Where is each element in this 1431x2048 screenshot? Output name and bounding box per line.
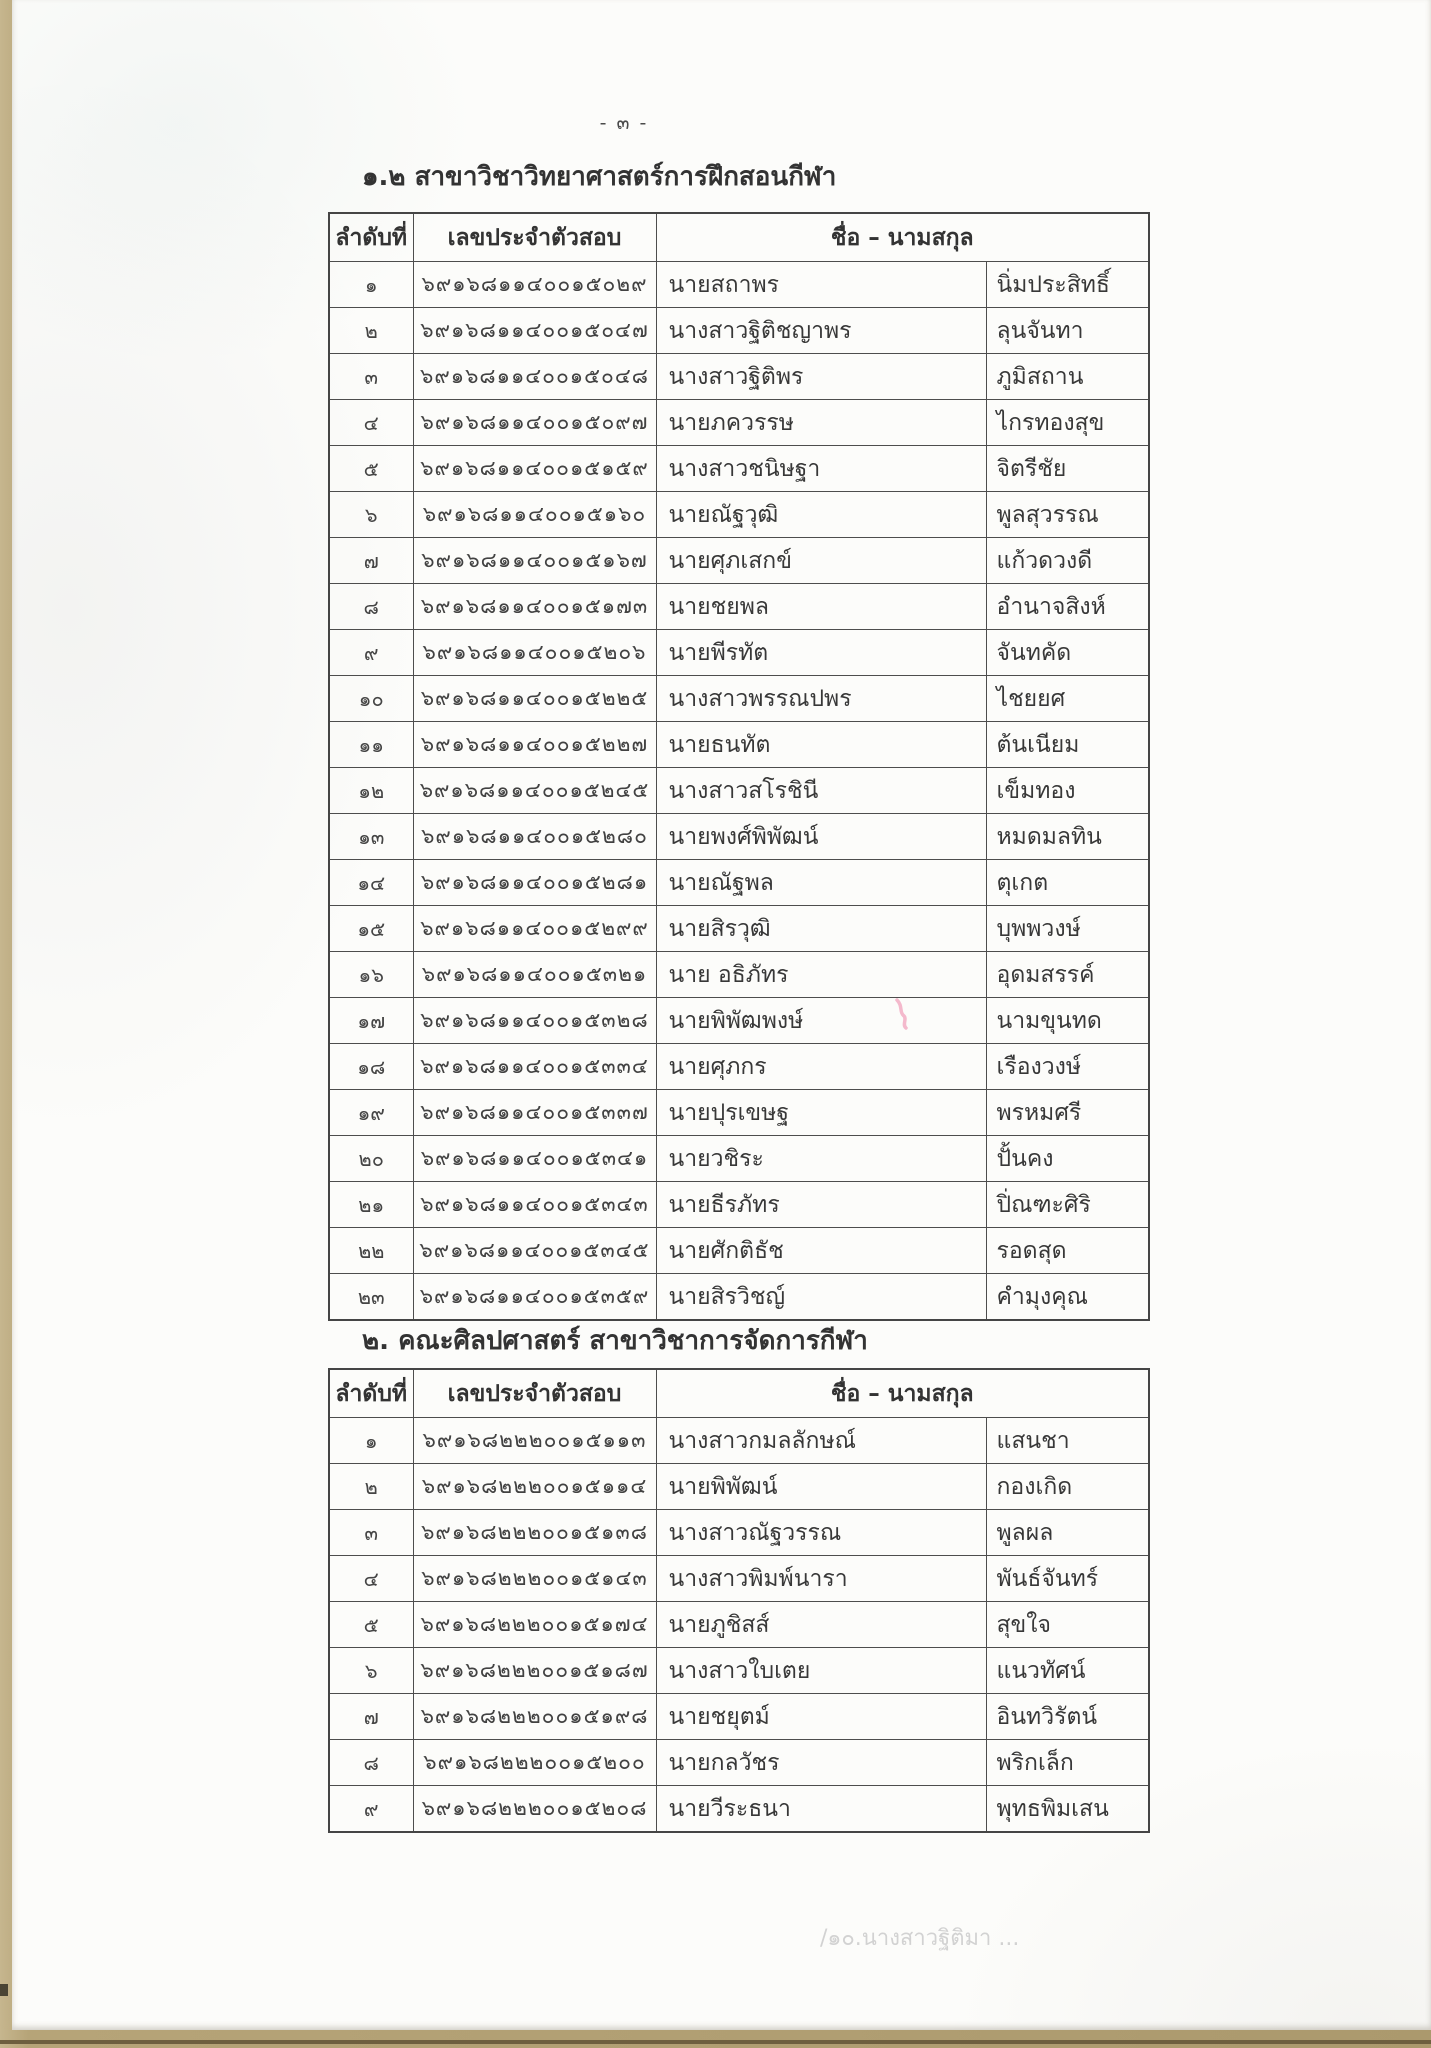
first-name-cell: นายสิรวิชญ์ xyxy=(656,1274,986,1321)
exam-id-cell: ๖๙๑๖๘๑๑๔๐๐๑๕๒๐๖ xyxy=(413,630,656,676)
table-row xyxy=(329,1136,1149,1182)
surname-cell: นามขุนทด xyxy=(986,998,1149,1044)
table-row xyxy=(329,1648,1149,1694)
exam-id-cell: ๖๙๑๖๘๑๑๔๐๐๑๕๒๙๙ xyxy=(413,906,656,952)
exam-id-cell: ๖๙๑๖๘๒๒๒๐๐๑๕๑๑๔ xyxy=(413,1464,656,1510)
table-row xyxy=(329,630,1149,676)
table-row xyxy=(329,1418,1149,1464)
first-name-cell: นางสาวกมลลักษณ์ xyxy=(656,1418,986,1464)
section-heading-sport-coaching-science: ๑.๒ สาขาวิชาวิทยาศาสตร์การฝึกสอนกีฬา xyxy=(362,162,837,192)
first-name-cell: นายศุภเสกข์ xyxy=(656,538,986,584)
surname-cell: สุขใจ xyxy=(986,1602,1149,1648)
exam-id-cell: ๖๙๑๖๘๑๑๔๐๐๑๕๒๒๗ xyxy=(413,722,656,768)
table-row xyxy=(329,492,1149,538)
exam-id-cell: ๖๙๑๖๘๑๑๔๐๐๑๕๓๓๔ xyxy=(413,1044,656,1090)
exam-id-cell: ๖๙๑๖๘๒๒๒๐๐๑๕๑๑๓ xyxy=(413,1418,656,1464)
order-number-cell: ๖ xyxy=(329,492,413,538)
table-row xyxy=(329,1602,1149,1648)
exam-id-cell: ๖๙๑๖๘๑๑๔๐๐๑๕๓๕๙ xyxy=(413,1274,656,1321)
first-name-cell: นายวชิระ xyxy=(656,1136,986,1182)
table-header-row xyxy=(329,213,1149,262)
surname-cell: ตุเกต xyxy=(986,860,1149,906)
table-row xyxy=(329,952,1149,998)
first-name-cell: นายพิพัฒน์ xyxy=(656,1464,986,1510)
first-name-cell: นางสาวพรรณปพร xyxy=(656,676,986,722)
table-row xyxy=(329,1786,1149,1833)
order-number-cell: ๒๐ xyxy=(329,1136,413,1182)
column-header-exam-id: เลขประจำตัวสอบ xyxy=(413,1369,656,1418)
candidate-table-sport-coaching-science xyxy=(328,212,1150,1321)
first-name-cell: นายพีรทัต xyxy=(656,630,986,676)
surname-cell: ภูมิสถาน xyxy=(986,354,1149,400)
first-name-cell: นาย อธิภัทร xyxy=(656,952,986,998)
order-number-cell: ๑๖ xyxy=(329,952,413,998)
table-row xyxy=(329,354,1149,400)
table-row xyxy=(329,1740,1149,1786)
exam-id-cell: ๖๙๑๖๘๒๒๒๐๐๑๕๑๘๗ xyxy=(413,1648,656,1694)
surname-cell: แนวทัศน์ xyxy=(986,1648,1149,1694)
order-number-cell: ๓ xyxy=(329,354,413,400)
exam-id-cell: ๖๙๑๖๘๒๒๒๐๐๑๕๑๔๓ xyxy=(413,1556,656,1602)
table-row xyxy=(329,1694,1149,1740)
first-name-cell: นายศุภกร xyxy=(656,1044,986,1090)
order-number-cell: ๔ xyxy=(329,400,413,446)
order-number-cell: ๓ xyxy=(329,1510,413,1556)
first-name-cell: นายชยุตม์ xyxy=(656,1694,986,1740)
surname-cell: เข็มทอง xyxy=(986,768,1149,814)
table-row xyxy=(329,906,1149,952)
order-number-cell: ๗ xyxy=(329,1694,413,1740)
surname-cell: พูลสุวรรณ xyxy=(986,492,1149,538)
exam-id-cell: ๖๙๑๖๘๑๑๔๐๐๑๕๐๒๙ xyxy=(413,262,656,308)
first-name-cell: นางสาวใบเตย xyxy=(656,1648,986,1694)
table-row xyxy=(329,1464,1149,1510)
first-name-cell: นายณัฐพล xyxy=(656,860,986,906)
exam-id-cell: ๖๙๑๖๘๑๑๔๐๐๑๕๑๕๙ xyxy=(413,446,656,492)
order-number-cell: ๑๐ xyxy=(329,676,413,722)
exam-id-cell: ๖๙๑๖๘๒๒๒๐๐๑๕๒๐๐ xyxy=(413,1740,656,1786)
exam-id-cell: ๖๙๑๖๘๑๑๔๐๐๑๕๓๔๑ xyxy=(413,1136,656,1182)
table-row xyxy=(329,262,1149,308)
order-number-cell: ๔ xyxy=(329,1556,413,1602)
surname-cell: ลุนจันทา xyxy=(986,308,1149,354)
surname-cell: พันธ์จันทร์ xyxy=(986,1556,1149,1602)
surname-cell: แสนชา xyxy=(986,1418,1149,1464)
first-name-cell: นายวีระธนา xyxy=(656,1786,986,1833)
order-number-cell: ๑๕ xyxy=(329,906,413,952)
surname-cell: เรืองวงษ์ xyxy=(986,1044,1149,1090)
order-number-cell: ๖ xyxy=(329,1648,413,1694)
table-row xyxy=(329,1044,1149,1090)
surname-cell: พุทธพิมเสน xyxy=(986,1786,1149,1833)
exam-id-cell: ๖๙๑๖๘๒๒๒๐๐๑๕๑๗๔ xyxy=(413,1602,656,1648)
surname-cell: พริกเล็ก xyxy=(986,1740,1149,1786)
table-header-row xyxy=(329,1369,1149,1418)
first-name-cell: นายภูชิสส์ xyxy=(656,1602,986,1648)
surname-cell: ไกรทองสุข xyxy=(986,400,1149,446)
table-row xyxy=(329,814,1149,860)
table-row xyxy=(329,400,1149,446)
order-number-cell: ๒ xyxy=(329,308,413,354)
exam-id-cell: ๖๙๑๖๘๒๒๒๐๐๑๕๑๙๘ xyxy=(413,1694,656,1740)
surname-cell: ปิ่ณฑะศิริ xyxy=(986,1182,1149,1228)
first-name-cell: นายสถาพร xyxy=(656,262,986,308)
table-row xyxy=(329,584,1149,630)
exam-id-cell: ๖๙๑๖๘๒๒๒๐๐๑๕๒๐๘ xyxy=(413,1786,656,1833)
exam-id-cell: ๖๙๑๖๘๑๑๔๐๐๑๕๒๘๑ xyxy=(413,860,656,906)
exam-id-cell: ๖๙๑๖๘๑๑๔๐๐๑๕๑๗๓ xyxy=(413,584,656,630)
surname-cell: แก้วดวงดี xyxy=(986,538,1149,584)
first-name-cell: นางสาวพิมพ์นารา xyxy=(656,1556,986,1602)
surname-cell: รอดสุด xyxy=(986,1228,1149,1274)
table-row xyxy=(329,446,1149,492)
exam-id-cell: ๖๙๑๖๘๑๑๔๐๐๑๕๐๔๗ xyxy=(413,308,656,354)
continuation-footer-note: /๑๐.นางสาวฐิติมา ... xyxy=(820,1926,1020,1951)
column-header-name-surname: ชื่อ – นามสกุล xyxy=(656,213,1149,262)
exam-id-cell: ๖๙๑๖๘๑๑๔๐๐๑๕๓๔๕ xyxy=(413,1228,656,1274)
first-name-cell: นายปุรเขษฐ xyxy=(656,1090,986,1136)
surname-cell: ต้นเนียม xyxy=(986,722,1149,768)
first-name-cell: นางสาวฐิติชญาพร xyxy=(656,308,986,354)
surname-cell: คำมุงคุณ xyxy=(986,1274,1149,1321)
surname-cell: หมดมลทิน xyxy=(986,814,1149,860)
section-heading-sport-management: ๒. คณะศิลปศาสตร์ สาขาวิชาการจัดการกีฬา xyxy=(362,1326,868,1356)
order-number-cell: ๑๑ xyxy=(329,722,413,768)
first-name-cell: นายภควรรษ xyxy=(656,400,986,446)
surname-cell: บุพพวงษ์ xyxy=(986,906,1149,952)
order-number-cell: ๘ xyxy=(329,1740,413,1786)
table-row xyxy=(329,1182,1149,1228)
order-number-cell: ๒๑ xyxy=(329,1182,413,1228)
first-name-cell: นางสาวชนิษฐา xyxy=(656,446,986,492)
order-number-cell: ๑๗ xyxy=(329,998,413,1044)
order-number-cell: ๒ xyxy=(329,1464,413,1510)
table-body xyxy=(329,262,1149,1321)
table-row xyxy=(329,676,1149,722)
exam-id-cell: ๖๙๑๖๘๑๑๔๐๐๑๕๒๒๕ xyxy=(413,676,656,722)
column-header-name-surname: ชื่อ – นามสกุล xyxy=(656,1369,1149,1418)
exam-id-cell: ๖๙๑๖๘๑๑๔๐๐๑๕๐๙๗ xyxy=(413,400,656,446)
surname-cell: อุดมสรรค์ xyxy=(986,952,1149,998)
exam-id-cell: ๖๙๑๖๘๑๑๔๐๐๑๕๑๖๐ xyxy=(413,492,656,538)
pink-pen-mark xyxy=(893,998,911,1030)
first-name-cell: นายกลวัชร xyxy=(656,1740,986,1786)
column-header-order: ลำดับที่ xyxy=(329,213,413,262)
surname-cell: ไชยยศ xyxy=(986,676,1149,722)
surname-cell: กองเกิด xyxy=(986,1464,1149,1510)
order-number-cell: ๕ xyxy=(329,1602,413,1648)
exam-id-cell: ๖๙๑๖๘๑๑๔๐๐๑๕๓๓๗ xyxy=(413,1090,656,1136)
exam-id-cell: ๖๙๑๖๘๑๑๔๐๐๑๕๓๒๘ xyxy=(413,998,656,1044)
surname-cell: พูลผล xyxy=(986,1510,1149,1556)
table-row xyxy=(329,1556,1149,1602)
first-name-cell: นางสาวสโรชินี xyxy=(656,768,986,814)
first-name-cell: นางสาวฐิติพร xyxy=(656,354,986,400)
table-row xyxy=(329,1228,1149,1274)
exam-id-cell: ๖๙๑๖๘๑๑๔๐๐๑๕๒๔๕ xyxy=(413,768,656,814)
first-name-cell: นายสิรวุฒิ xyxy=(656,906,986,952)
column-header-exam-id: เลขประจำตัวสอบ xyxy=(413,213,656,262)
first-name-cell: นางสาวณัฐวรรณ xyxy=(656,1510,986,1556)
column-header-order: ลำดับที่ xyxy=(329,1369,413,1418)
surname-cell: จิตรีชัย xyxy=(986,446,1149,492)
order-number-cell: ๑๔ xyxy=(329,860,413,906)
surname-cell: จันทคัด xyxy=(986,630,1149,676)
exam-id-cell: ๖๙๑๖๘๑๑๔๐๐๑๕๓๒๑ xyxy=(413,952,656,998)
order-number-cell: ๑ xyxy=(329,262,413,308)
page-number: - ๓ - xyxy=(599,112,649,134)
order-number-cell: ๑ xyxy=(329,1418,413,1464)
exam-id-cell: ๖๙๑๖๘๑๑๔๐๐๑๕๐๔๘ xyxy=(413,354,656,400)
table-row xyxy=(329,860,1149,906)
order-number-cell: ๑๓ xyxy=(329,814,413,860)
table-row xyxy=(329,308,1149,354)
order-number-cell: ๑๒ xyxy=(329,768,413,814)
order-number-cell: ๙ xyxy=(329,630,413,676)
surname-cell: นิ่มประสิทธิ์ xyxy=(986,262,1149,308)
order-number-cell: ๗ xyxy=(329,538,413,584)
table-body xyxy=(329,1418,1149,1833)
order-number-cell: ๒๒ xyxy=(329,1228,413,1274)
first-name-cell: นายศักติธัช xyxy=(656,1228,986,1274)
first-name-cell: นายพงศ์พิพัฒน์ xyxy=(656,814,986,860)
table-row xyxy=(329,1090,1149,1136)
order-number-cell: ๘ xyxy=(329,584,413,630)
order-number-cell: ๕ xyxy=(329,446,413,492)
desk-dark-notch xyxy=(0,1984,8,1996)
table-row xyxy=(329,768,1149,814)
exam-id-cell: ๖๙๑๖๘๑๑๔๐๐๑๕๑๖๗ xyxy=(413,538,656,584)
surname-cell: อินทวิรัตน์ xyxy=(986,1694,1149,1740)
surname-cell: ปั้นคง xyxy=(986,1136,1149,1182)
order-number-cell: ๒๓ xyxy=(329,1274,413,1321)
first-name-cell: นายธีรภัทร xyxy=(656,1182,986,1228)
first-name-cell: นายพิพัฒพงษ์ xyxy=(656,998,986,1044)
surname-cell: พรหมศรี xyxy=(986,1090,1149,1136)
exam-id-cell: ๖๙๑๖๘๑๑๔๐๐๑๕๓๔๓ xyxy=(413,1182,656,1228)
table-row xyxy=(329,722,1149,768)
exam-id-cell: ๖๙๑๖๘๒๒๒๐๐๑๕๑๓๘ xyxy=(413,1510,656,1556)
order-number-cell: ๑๘ xyxy=(329,1044,413,1090)
exam-id-cell: ๖๙๑๖๘๑๑๔๐๐๑๕๒๘๐ xyxy=(413,814,656,860)
first-name-cell: นายณัฐวุฒิ xyxy=(656,492,986,538)
surname-cell: อำนาจสิงห์ xyxy=(986,584,1149,630)
candidate-table-sport-management xyxy=(328,1368,1150,1833)
table-row xyxy=(329,1510,1149,1556)
desk-edge-shadow xyxy=(0,2040,1431,2044)
order-number-cell: ๙ xyxy=(329,1786,413,1833)
first-name-cell: นายชยพล xyxy=(656,584,986,630)
first-name-cell: นายธนทัต xyxy=(656,722,986,768)
table-row xyxy=(329,998,1149,1044)
order-number-cell: ๑๙ xyxy=(329,1090,413,1136)
table-row xyxy=(329,538,1149,584)
table-row xyxy=(329,1274,1149,1321)
